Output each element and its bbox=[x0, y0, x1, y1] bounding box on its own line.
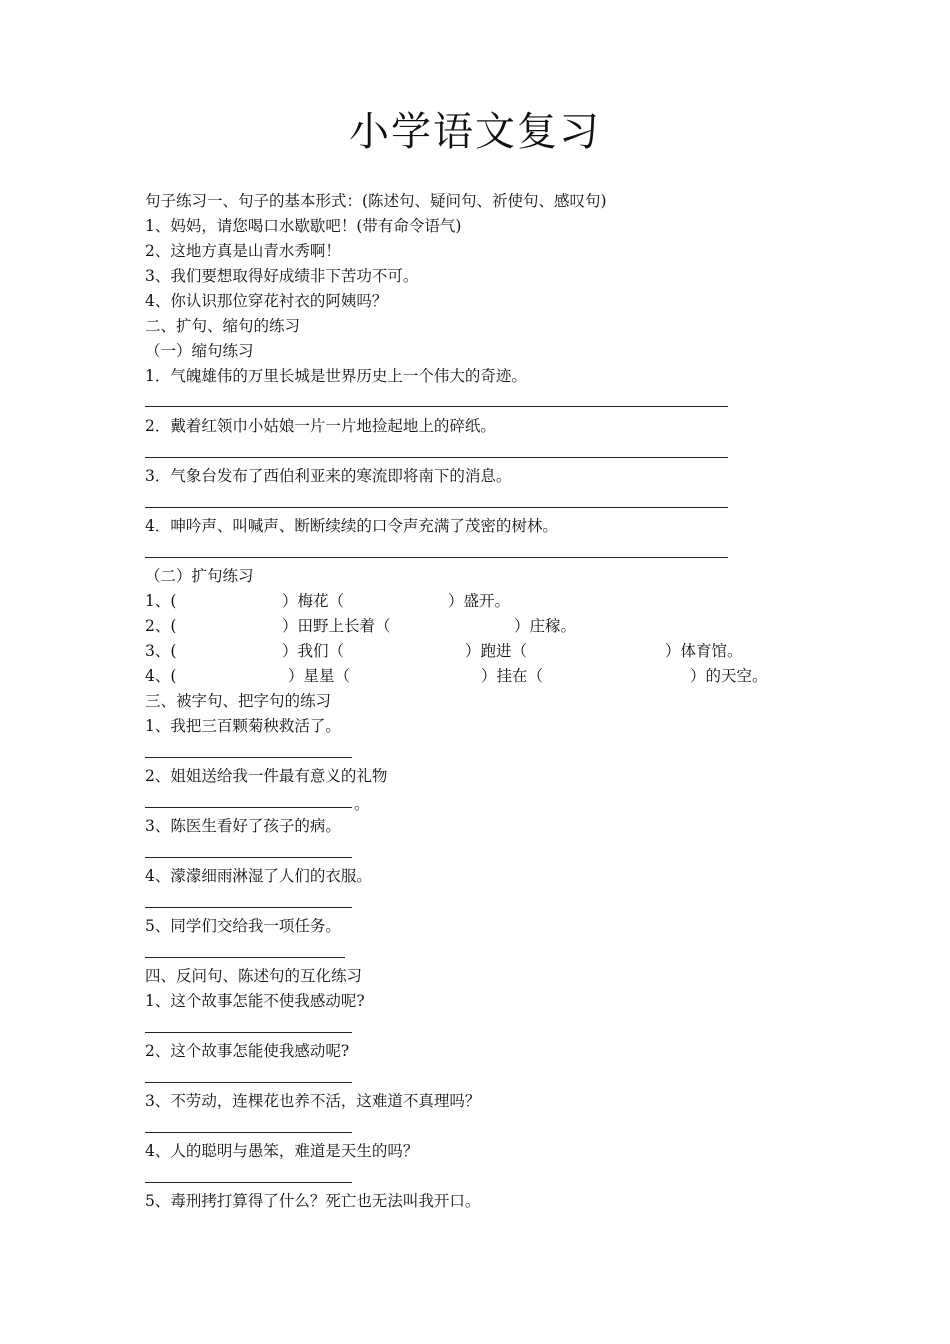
kuoju-text: 2、( bbox=[145, 617, 177, 635]
list-item: 4、濛濛细雨淋湿了人们的衣服。 bbox=[145, 867, 372, 885]
list-item: 3、不劳动，连棵花也养不活，这难道不真理吗？ bbox=[145, 1092, 481, 1110]
answer-line[interactable] bbox=[145, 1082, 352, 1083]
answer-line[interactable] bbox=[145, 507, 728, 508]
kuoju-text: ）的天空。 bbox=[690, 667, 768, 685]
kuoju-text: ）体育馆。 bbox=[665, 642, 743, 660]
list-item: 2、这个故事怎能使我感动呢? bbox=[145, 1042, 350, 1060]
document-title: 小学语文复习 bbox=[349, 109, 601, 155]
subsection-kuoju-heading: （二）扩句练习 bbox=[145, 567, 254, 585]
answer-line[interactable] bbox=[145, 907, 352, 908]
list-item: 1、这个故事怎能不使我感动呢? bbox=[145, 992, 365, 1010]
suoju-question: 3．气象台发布了西伯利亚来的寒流即将南下的消息。 bbox=[145, 467, 512, 485]
answer-line[interactable] bbox=[145, 406, 728, 407]
kuoju-text: 4、( bbox=[145, 667, 177, 685]
list-item: 3、我们要想取得好成绩非下苦功不可。 bbox=[145, 267, 419, 285]
answer-line[interactable] bbox=[145, 457, 728, 458]
answer-line[interactable] bbox=[145, 1182, 352, 1183]
kuoju-text: 1、( bbox=[145, 592, 177, 610]
answer-line[interactable] bbox=[145, 1132, 352, 1133]
answer-line[interactable] bbox=[145, 957, 345, 958]
answer-line[interactable] bbox=[145, 557, 728, 558]
list-item: 4、人的聪明与愚笨，难道是天生的吗？ bbox=[145, 1142, 419, 1160]
subsection-suoju-heading: （一）缩句练习 bbox=[145, 342, 254, 360]
kuoju-text: ）跑进（ bbox=[465, 642, 528, 660]
kuoju-text: ）梅花（ bbox=[282, 592, 345, 610]
answer-line[interactable] bbox=[145, 807, 352, 808]
list-item: 5、同学们交给我一项任务。 bbox=[145, 917, 341, 935]
section1-heading: 句子练习一、句子的基本形式：(陈述句、疑问句、祈使句、感叹句) bbox=[145, 192, 607, 210]
list-item: 4、你认识那位穿花衬衣的阿姨吗？ bbox=[145, 292, 388, 310]
list-item: 1、妈妈，请您喝口水歇歇吧！(带有命令语气) bbox=[145, 217, 462, 235]
answer-line[interactable] bbox=[145, 757, 352, 758]
kuoju-text: ）我们（ bbox=[282, 642, 345, 660]
list-item: 1、我把三百颗菊秧救活了。 bbox=[145, 717, 341, 735]
kuoju-text: ）星星（ bbox=[288, 667, 351, 685]
answer-line[interactable] bbox=[145, 857, 352, 858]
section2-heading: 二、扩句、缩句的练习 bbox=[145, 317, 301, 335]
answer-line[interactable] bbox=[145, 1032, 352, 1033]
kuoju-text: ）田野上长着（ bbox=[282, 617, 391, 635]
kuoju-text: 3、( bbox=[145, 642, 177, 660]
suoju-question: 2．戴着红领巾小姑娘一片一片地捡起地上的碎纸。 bbox=[145, 417, 496, 435]
kuoju-text: ）盛开。 bbox=[448, 592, 511, 610]
suoju-question: 4．呻吟声、叫喊声、断断续续的口令声充满了茂密的树林。 bbox=[145, 517, 558, 535]
suoju-question: 1．气魄雄伟的万里长城是世界历史上一个伟大的奇迹。 bbox=[145, 367, 527, 385]
list-item: 2、姐姐送给我一件最有意义的礼物 bbox=[145, 767, 388, 785]
list-item: 3、陈医生看好了孩子的病。 bbox=[145, 817, 341, 835]
list-item: 5、毒刑拷打算得了什么？死亡也无法叫我开口。 bbox=[145, 1192, 481, 1210]
period-mark: 。 bbox=[354, 795, 370, 813]
list-item: 2、这地方真是山青水秀啊！ bbox=[145, 242, 341, 260]
kuoju-text: ）庄稼。 bbox=[514, 617, 577, 635]
section3-heading: 三、被字句、把字句的练习 bbox=[145, 692, 332, 710]
kuoju-text: ）挂在（ bbox=[481, 667, 544, 685]
section4-heading: 四、反问句、陈述句的互化练习 bbox=[145, 967, 363, 985]
